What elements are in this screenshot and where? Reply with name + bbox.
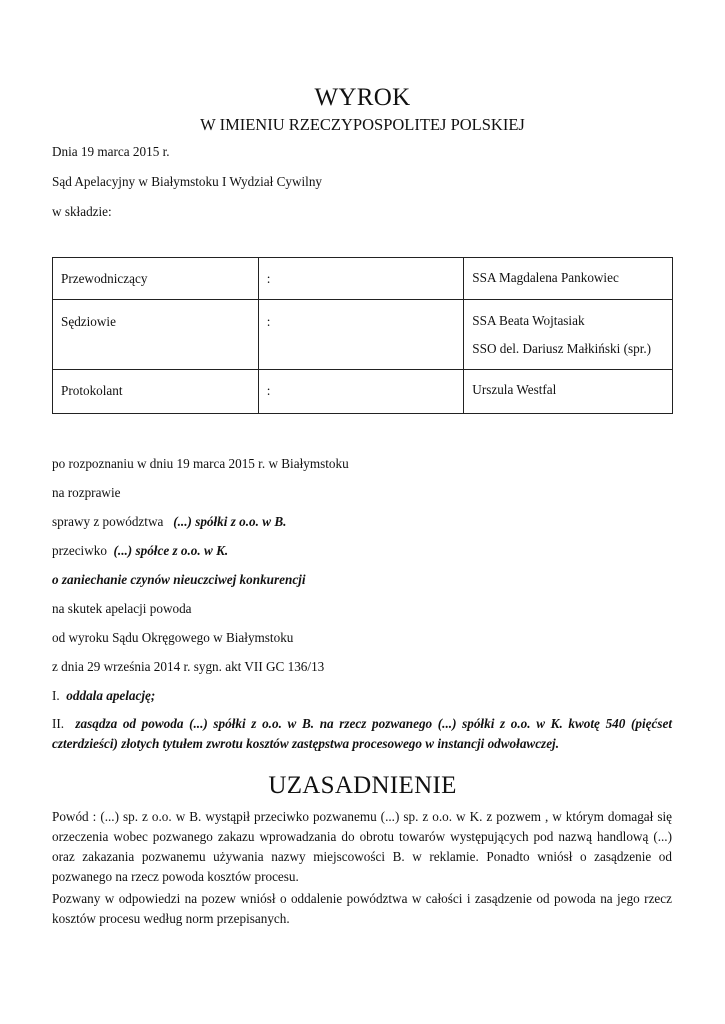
claimant-line xyxy=(52,514,286,530)
justification-paragraph: Powód : (...) sp. z o.o. w B. wystąpił przeciwko pozwanemu (...) sp. z o.o. w K. z pozwem , w którym domagał się orzeczenia wobec pozwanego zakazu wprowadzania do obrotu towarów występujących pod nazwą handlową (...) oraz zakazania pozwanemu używania nazwy miejscowości B. w reklamie. Ponadto wniósł o zasądzenie od pozwanego na rzecz powoda kosztów procesu. xyxy=(52,809,672,884)
document-subtitle: W IMIENIU RZECZYPOSPOLITEJ POLSKIEJ xyxy=(200,115,525,134)
separator-cell: : xyxy=(258,300,464,370)
justification-paragraph: Pozwany w odpowiedzi na pozew wniósł o oddalenie powództwa w całości i zasądzenie od powoda na jego rzecz kosztów procesu według norm przepisanych. xyxy=(52,891,672,926)
role-cell: Protokolant xyxy=(53,370,259,414)
ruling-item xyxy=(52,688,155,704)
proceedings-mode: na rozprawie xyxy=(52,485,121,500)
ruling-text: oddala apelację; xyxy=(66,688,156,703)
composition-label: w składzie: xyxy=(52,204,112,219)
separator-cell: : xyxy=(258,370,464,414)
ruling-number: I. xyxy=(52,688,60,703)
separator-cell: : xyxy=(258,258,464,300)
names-cell xyxy=(464,370,673,414)
names-cell xyxy=(464,300,673,370)
ruling-text: zasądza od powoda (...) spółki z o.o. w B. na rzecz pozwanego (...) spółki z o.o. w K. kwotę 540 (pięćset czterdzieści) złotych tytułem zwrotu kosztów zastępstwa procesowego w instancji odwoławczej. xyxy=(52,716,673,751)
proceedings-line: po rozpoznaniu w dniu 19 marca 2015 r. w Białymstoku xyxy=(52,456,349,471)
judgment-date: Dnia 19 marca 2015 r. xyxy=(52,144,170,159)
justification-title: UZASADNIENIE xyxy=(268,772,457,799)
ruling-item xyxy=(52,714,672,754)
defendant-name: (...) spółce z o.o. w K. xyxy=(113,543,229,558)
judgment-reference: z dnia 29 września 2014 r. sygn. akt VII GC 136/13 xyxy=(52,659,325,674)
defendant-prefix: przeciwko xyxy=(52,543,107,558)
clerk-name: Urszula Westfal xyxy=(472,382,557,397)
ruling-number: II. xyxy=(52,716,65,731)
case-subject: o zaniechanie czynów nieuczciwej konkurencji xyxy=(52,572,306,587)
role-cell: Sędziowie xyxy=(53,300,259,370)
appeal-line: na skutek apelacji powoda xyxy=(52,601,192,616)
judge-name: SSO del. Dariusz Małkiński (spr.) xyxy=(472,341,652,356)
judgment-from: od wyroku Sądu Okręgowego w Białymstoku xyxy=(52,630,294,645)
claimant-prefix: sprawy z powództwa xyxy=(52,514,164,529)
table-row xyxy=(53,258,673,300)
table-row xyxy=(53,370,673,414)
defendant-line xyxy=(52,543,228,559)
court-composition-table xyxy=(52,257,673,414)
document-title: WYROK xyxy=(314,84,411,111)
table-row xyxy=(53,300,673,370)
role-cell: Przewodniczący xyxy=(53,258,259,300)
claimant-name: (...) spółki z o.o. w B. xyxy=(173,514,287,529)
court-name: Sąd Apelacyjny w Białymstoku I Wydział Cywilny xyxy=(52,174,323,189)
judge-name: SSA Magdalena Pankowiec xyxy=(472,270,619,285)
names-cell xyxy=(464,258,673,300)
judge-name: SSA Beata Wojtasiak xyxy=(472,313,585,328)
